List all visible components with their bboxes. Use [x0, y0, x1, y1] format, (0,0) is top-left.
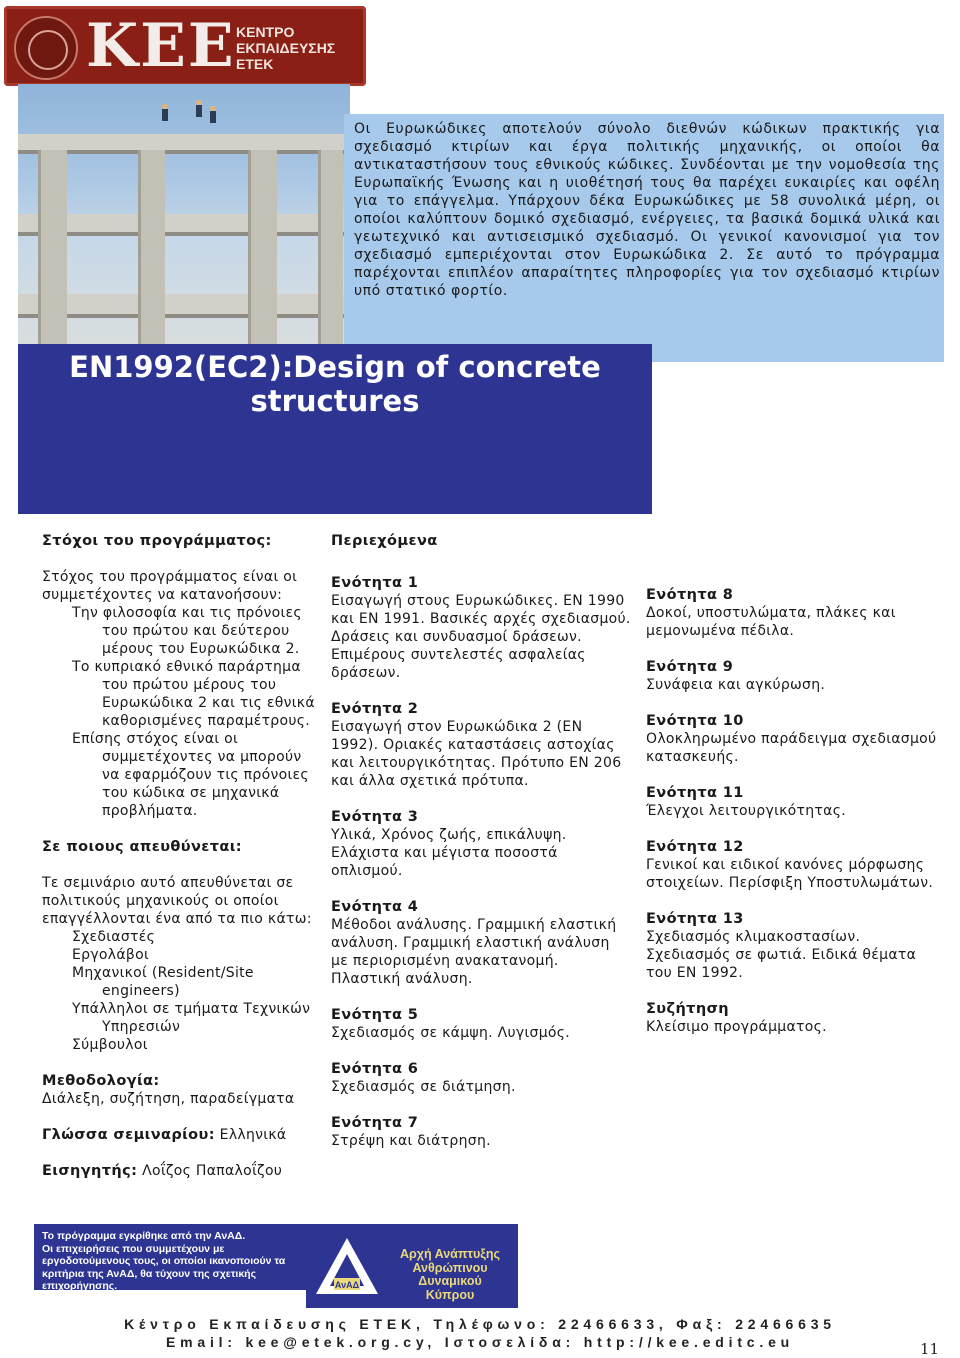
list-item: Υπάλληλοι σε τμήματα Τεχνικών Υπηρεσιών	[72, 1001, 311, 1035]
anad-name: Αρχή Ανάπτυξης Ανθρώπινου Δυναμικού Κύπρου	[400, 1247, 500, 1302]
list-item: Εργολάβοι	[72, 947, 150, 963]
contents-column-1	[331, 532, 631, 1168]
logo-name: KEE	[86, 11, 236, 81]
list-item: Ενότητα 9 Συνάφεια και αγκύρωση.	[646, 659, 826, 693]
building-photo	[18, 84, 350, 346]
list-item: Το κυπριακό εθνικό παράρτημα του πρώτου μέρους του Ευρωκώδικα 2 και τις εθνικά καθορισμένες παραμέτρους.	[72, 659, 315, 729]
footer-contact: Κέντρο Εκπαίδευσης ΕΤΕΚ, Τηλέφωνο: 22466633, Φαξ: 22466635	[124, 1316, 836, 1332]
intro-text: Οι Ευρωκώδικες αποτελούν σύνολο διεθνών κώδικων πρακτικής για σχεδιασμό κτιρίων και έργα πολιτικής μηχανικής, οι οποίοι θα αντικαταστήσουν τους εθνικούς κώδικες. Συνδέονται με την νομοθεσία της Ευρωπαϊκής Ένωσης και η υιοθέτησή τους θα παρέχει ευκαιρίες και οφέλη για το επάγγελμα. Υπάρχουν δέκα Ευρωκώδικες με 58 συνολικά μέρη, οι οποίοι καλύπτουν δομικό σχεδιασμό, ενέργειες, τα βασικά δομικά υλικά και γεωτεχνικό και αντισεισμικό σχεδιασμό. Οι γενικοί κανονισμοί για τον σχεδιασμό εμπεριέχονται στον Ευρωκώδικα 2. Σε αυτό το πρόγραμμα παρέχονται επιπλέον απαραίτητες πληροφορίες για τον σχεδιασμό κτιρίων υπό στατικό φορτίο.	[354, 121, 940, 299]
list-item: Ενότητα 2 Εισαγωγή στον Ευρωκώδικα 2 (EN 1992). Οριακές καταστάσεις αστοχίας και λειτουργικότητας. Πρότυπο EN 206 και άλλα σχετικά πρότυπα.	[331, 701, 622, 789]
methodology-text: Διάλεξη, συζήτηση, παραδείγματα	[42, 1091, 295, 1107]
objectives-heading: Στόχοι του προγράμματος:	[42, 533, 272, 549]
list-item: Ενότητα 10 Ολοκληρωμένο παράδειγμα σχεδιασμού κατασκευής.	[646, 713, 937, 765]
page-number: 11	[920, 1340, 940, 1358]
list-item: Ενότητα 12 Γενικοί και ειδικοί κανόνες μόρφωσης στοιχείων. Περίσφιξη Υποστυλωμάτων.	[646, 839, 934, 891]
contents-heading: Περιεχόμενα	[331, 533, 438, 549]
list-item: Ενότητα 4 Μέθοδοι ανάλυσης. Γραμμική ελαστική ανάλυση. Γραμμική ελαστική ανάλυση με περιορισμένη ανακατανομή. Πλαστική ανάλυση.	[331, 899, 617, 987]
list-item: Συζήτηση Κλείσιμο προγράμματος.	[646, 1001, 827, 1035]
objectives-intro: Στόχος του προγράμματος είναι οι συμμετέχοντες να κατανοήσουν:	[42, 569, 298, 603]
instructor-line: Εισηγητής: Λοΐζος Παπαλοΐζου	[42, 1163, 283, 1179]
list-item: Ενότητα 1 Εισαγωγή στους Ευρωκώδικες. ΕΝ 1990 και ΕΝ 1991. Βασικές αρχές σχεδιασμού. Δράσεις και συνδυασμοί δράσεων. Επιμέρους συντελεστές ασφαλείας δράσεων.	[331, 575, 631, 681]
kee-logo	[4, 6, 366, 86]
objectives-list	[42, 604, 318, 820]
list-item: Ενότητα 6 Σχεδιασμός σε διάτμηση.	[331, 1061, 516, 1095]
list-item: Ενότητα 3 Υλικά, Χρόνος ζωής, επικάλυψη. Ελάχιστα και μέγιστα ποσοστά οπλισμού.	[331, 809, 567, 879]
contents-column-2	[646, 586, 946, 1054]
list-item: Επίσης στόχος είναι οι συμμετέχοντες να μπορούν να εφαρμόζουν τις πρόνοιες του κώδικα σε μηχανικά προβλήματα.	[72, 731, 309, 819]
svg-text:ΑνΑΔ: ΑνΑΔ	[334, 1280, 360, 1290]
list-item: Ενότητα 13 Σχεδιασμός κλιμακοστασίων. Σχεδιασμός σε φωτιά. Ειδικά θέματα του EN 1992.	[646, 911, 917, 981]
audience-heading: Σε ποιους απευθύνεται:	[42, 839, 242, 855]
audience-intro: Τε σεμινάριο αυτό απευθύνεται σε πολιτικούς μηχανικούς οι οποίοι επαγγέλλονται ένα από τα πιο κάτω:	[42, 875, 312, 927]
list-item: Ενότητα 5 Σχεδιασμός σε κάμψη. Λυγισμός.	[331, 1007, 571, 1041]
list-item: Σχεδιαστές	[72, 929, 156, 945]
left-column	[42, 532, 318, 1180]
anad-logo-icon	[312, 1232, 382, 1300]
course-title: EN1992(EC2):Design of concrete structures	[69, 350, 601, 418]
list-item: Μηχανικοί (Resident/Site engineers)	[72, 965, 254, 999]
footer-web: Email: kee@etek.org.cy, Ιστοσελίδα: http://kee.editc.eu	[165, 1334, 795, 1350]
funding-notice: Το πρόγραμμα εγκρίθηκε από την ΑνΑΔ. Οι επιχειρήσεις που συμμετέχουν με εργοδοτούμενους τους, οι οποίοι ικανοποιούν τα κριτήρια της ΑνΑΔ, θα τύχουν της σχετικής επιχορήγησης.	[34, 1224, 306, 1290]
list-item: Ενότητα 8 Δοκοί, υποστυλώματα, πλάκες και μεμονωμένα πέδιλα.	[646, 587, 896, 639]
methodology-heading: Μεθοδολογία:	[42, 1073, 160, 1089]
language-line: Γλώσσα σεμιναρίου: Ελληνικά	[42, 1127, 287, 1143]
logo-subtitle: ΚΕΝΤΡΟ ΕΚΠΑΙΔΕΥΣΗΣ ΕΤΕΚ	[236, 24, 336, 72]
list-item: Ενότητα 11 Έλεγχοι λειτουργικότητας.	[646, 785, 846, 819]
list-item: Ενότητα 7 Στρέψη και διάτρηση.	[331, 1115, 491, 1149]
list-item: Σύμβουλοι	[72, 1037, 148, 1053]
list-item: Την φιλοσοφία και τις πρόνοιες του πρώτου και δεύτερου μέρους του Ευρωκώδικα 2.	[72, 605, 302, 657]
seal-icon	[14, 16, 78, 80]
audience-list	[42, 928, 318, 1054]
